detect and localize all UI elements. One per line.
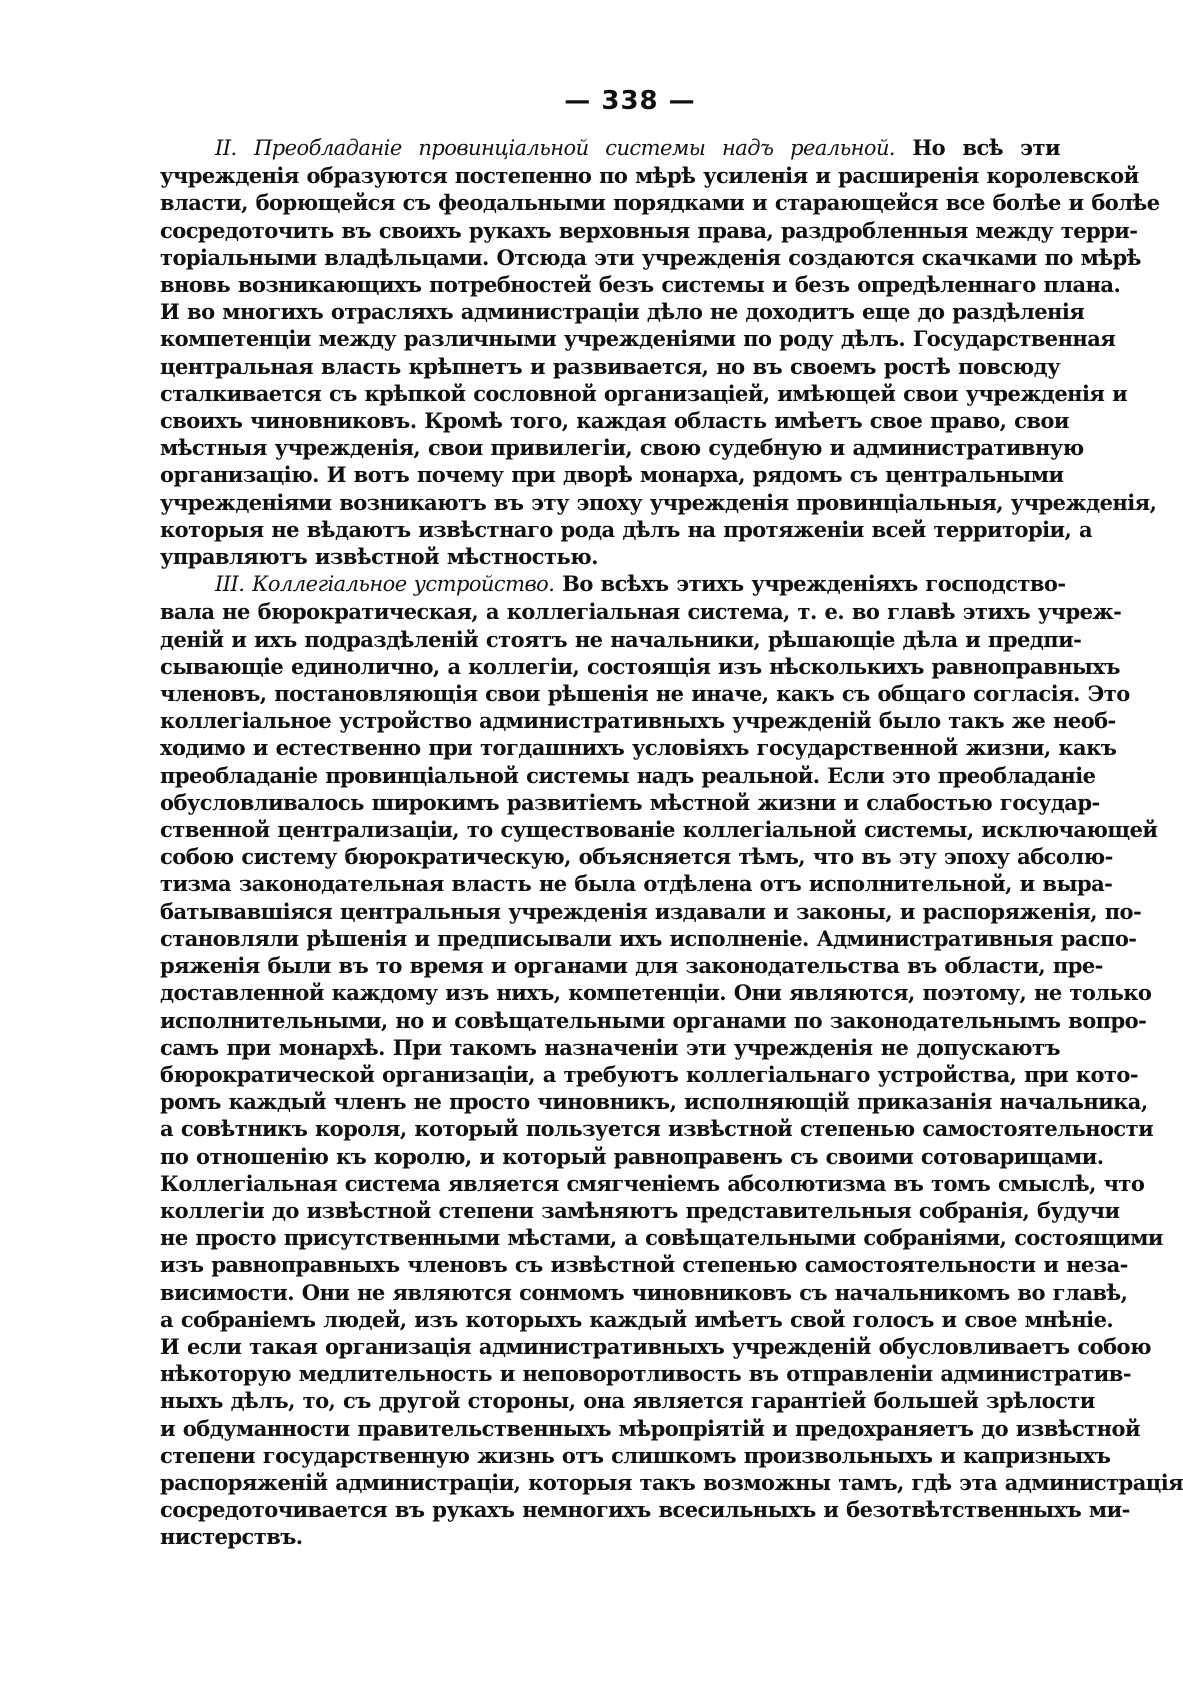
section-heading: Преобладаніе провинціальной системы надъ реальной. [253,136,896,160]
text-line: по отношенію къ королю, и который равноправенъ съ своими сотоварищами. [160,1143,1104,1169]
text-line: ромъ каждый членъ не просто чиновникъ, исполняющій приказанія начальника, [160,1089,1148,1115]
section-heading: Коллегіальное устройство. [252,572,555,597]
text-line: которыя не вѣдаютъ извѣстнаго рода дѣлъ на протяженіи всей территоріи, а [160,516,1093,542]
text-line: самъ при монархѣ. При такомъ назначеніи эти учрежденія не допускаютъ [160,1034,1060,1060]
text-line: ственной централизаціи, то существованіе коллегіальной системы, исключающей [160,817,1158,843]
section-marker: III. [215,572,245,597]
text-line: тизма законодательная власть не была отдѣлена отъ исполнительной, и выра- [160,871,1113,897]
text-line: учрежденія образуются постепенно по мѣрѣ усиленія и расширенія королевской [160,163,1139,189]
text-line: учрежденіями возникаютъ въ эту эпоху учрежденія провинціальныя, учрежденія, [160,489,1157,515]
text-line: нистерствъ. [160,1524,303,1550]
text-line: и обдуманности правительственныхъ мѣропріятій и предохраняетъ до извѣстной [160,1415,1140,1441]
book-page [160,80,1183,1551]
text-line: членовъ, постановляющія свои рѣшенія не иначе, какъ съ общаго согласія. Это [160,681,1130,707]
text-line: ряженія были въ то время и органами для законодательства въ области, пре- [160,953,1103,979]
text-line: собою систему бюрократическую, объясняется тѣмъ, что въ эту эпоху абсолю- [160,844,1113,870]
text-line: а совѣтникъ короля, который пользуется извѣстной степенью самостоятельности [160,1116,1154,1142]
text-line: становляли рѣшенія и предписывали ихъ исполненіе. Административныя распо- [160,925,1137,951]
text-line: организацію. И вотъ почему при дворѣ монарха, рядомъ съ центральными [160,462,1064,488]
text-line: управляютъ извѣстной мѣстностью. [160,544,598,570]
text-line: сосредоточивается въ рукахъ немногихъ всесильныхъ и безотвѣтственныхъ ми- [160,1497,1130,1523]
text-line: ныхъ дѣлъ, то, съ другой стороны, она является гарантіей большей зрѣлости [160,1388,1095,1414]
text-line: бюрократической организаціи, а требуютъ коллегіальнаго устройства, при кото- [160,1061,1139,1087]
text-line: торіальными владѣльцами. Отсюда эти учрежденія создаются скачками по мѣрѣ [160,244,1141,270]
text-line: мѣстныя учрежденія, свои привилегіи, свою судебную и административную [160,435,1084,461]
page-body [160,134,1183,1551]
section-marker: II. [215,136,237,160]
text-line: степени государственную жизнь отъ слишкомъ произвольныхъ и капризныхъ [160,1442,1111,1468]
text-line: изъ равноправныхъ членовъ съ извѣстной степенью самостоятельности и неза- [160,1252,1128,1278]
text-line: власти, борющейся съ феодальными порядками и старающейся все болѣе и болѣе [160,190,1160,216]
text-line: преобладаніе провинціальной системы надъ реальной. Если это преобладаніе [160,762,1096,788]
text-line: И во многихъ отрасляхъ администраціи дѣло не доходитъ еще до раздѣленія [160,299,1085,325]
text-line: нѣкоторую медлительность и неповоротливость въ отправленіи административ- [160,1361,1131,1387]
text-line: вала не бюрократическая, а коллегіальная система, т. е. во главѣ этихъ учреж- [160,599,1122,625]
text-line: сывающіе единолично, а коллегіи, состоящія изъ нѣсколькихъ равноправныхъ [160,653,1120,679]
line-text: Во всѣхъ этихъ учрежденіяхъ господство- [562,571,1066,597]
text-line [160,134,1060,162]
text-line: компетенціи между различными учрежденіями по роду дѣлъ. Государственная [160,326,1116,352]
text-line: своихъ чиновниковъ. Кромѣ того, каждая область имѣетъ свое право, свои [160,408,1069,434]
text-line: вновь возникающихъ потребностей безъ системы и безъ опредѣленнаго плана. [160,272,1121,298]
text-line: исполнительными, но и совѣщательными органами по законодательнымъ вопро- [160,1007,1147,1033]
text-line: распоряженій администраціи, которыя такъ возможны тамъ, гдѣ эта администрація [160,1469,1183,1495]
line-text: Но всѣ эти [912,135,1060,160]
text-line: коллегіи до извѣстной степени замѣняютъ представительныя собранія, будучи [160,1197,1120,1223]
text-line: коллегіальное устройство административныхъ учрежденій было такъ же необ- [160,708,1116,734]
text-line: сталкивается съ крѣпкой сословной организаціей, имѣющей свои учрежденія и [160,380,1128,406]
text-line: а собраніемъ людей, изъ которыхъ каждый имѣетъ свой голосъ и свое мнѣніе. [160,1306,1114,1332]
text-line: висимости. Они не являются сонмомъ чиновниковъ съ начальникомъ во главѣ, [160,1279,1128,1305]
text-line: И если такая организація административныхъ учрежденій обусловливаетъ собою [160,1333,1151,1359]
text-line [160,570,1066,598]
text-line: центральная власть крѣпнетъ и развивается, но въ своемъ ростѣ повсюду [160,353,1060,379]
text-line: Коллегіальная система является смягченіемъ абсолютизма въ томъ смыслѣ, что [160,1170,1145,1196]
page-number: — 338 — [564,86,696,116]
text-line: доставленной каждому изъ нихъ, компетенціи. Они являются, поэтому, не только [160,980,1152,1006]
paragraph [160,134,1160,570]
text-line: батывавшіяся центральныя учрежденія издавали и законы, и распоряженія, по- [160,898,1142,924]
text-line: не просто присутственными мѣстами, а совѣщательными собраніями, состоящими [160,1225,1163,1251]
text-line: деній и ихъ подраздѣленій стоятъ не начальники, рѣшающіе дѣла и предпи- [160,626,1082,652]
text-line: ходимо и естественно при тогдашнихъ условіяхъ государственной жизни, какъ [160,735,1117,761]
text-line: обусловливалось широкимъ развитіемъ мѣстной жизни и слабостью государ- [160,789,1100,815]
text-line: сосредоточить въ своихъ рукахъ верховныя права, раздробленныя между терри- [160,217,1138,243]
paragraph [160,570,1183,1550]
